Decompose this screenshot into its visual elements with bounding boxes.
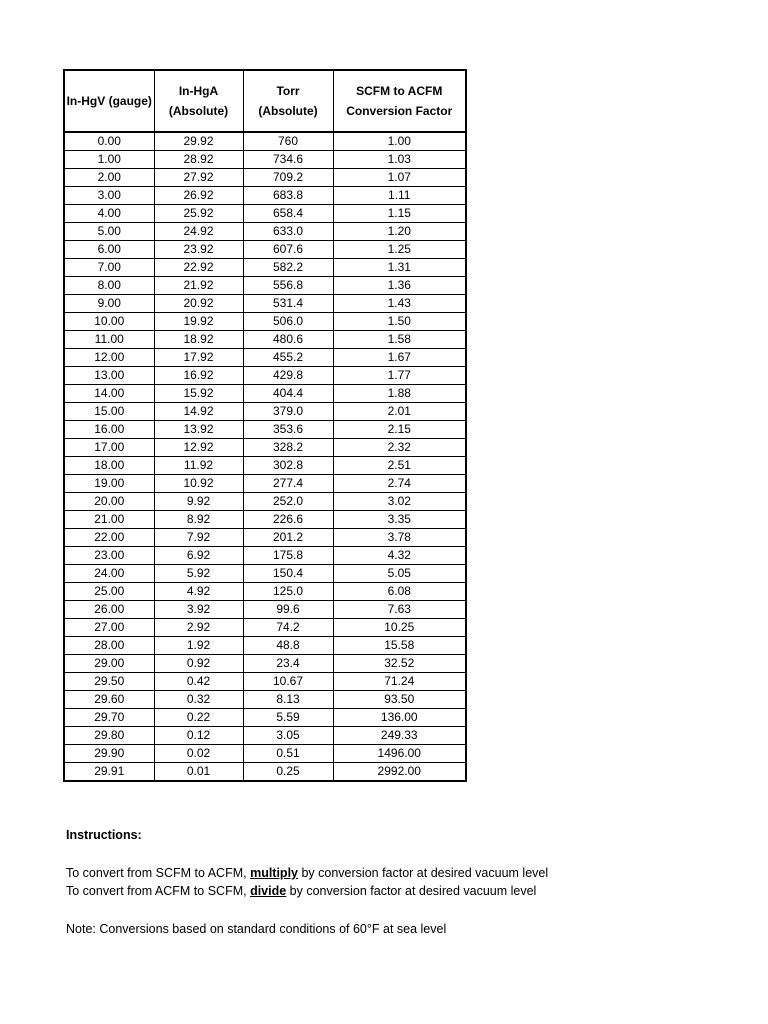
cell-torr: 302.8 (243, 457, 333, 475)
divide-emphasis: divide (250, 884, 287, 898)
cell-in-hgv: 1.00 (64, 151, 154, 169)
cell-in-hgv: 29.70 (64, 709, 154, 727)
cell-torr: 226.6 (243, 511, 333, 529)
cell-in-hgv: 11.00 (64, 331, 154, 349)
table-row (64, 475, 466, 493)
cell-torr: 277.4 (243, 475, 333, 493)
table-row (64, 403, 466, 421)
cell-conversion-factor: 4.32 (333, 547, 466, 565)
cell-in-hgv: 20.00 (64, 493, 154, 511)
cell-conversion-factor: 1.31 (333, 259, 466, 277)
cell-conversion-factor: 1.67 (333, 349, 466, 367)
cell-in-hga: 27.92 (154, 169, 243, 187)
cell-in-hgv: 18.00 (64, 457, 154, 475)
cell-in-hgv: 21.00 (64, 511, 154, 529)
cell-torr: 99.6 (243, 601, 333, 619)
cell-in-hga: 0.02 (154, 745, 243, 763)
cell-in-hga: 11.92 (154, 457, 243, 475)
cell-torr: 5.59 (243, 709, 333, 727)
cell-torr: 709.2 (243, 169, 333, 187)
table-row (64, 601, 466, 619)
cell-in-hga: 29.92 (154, 132, 243, 151)
cell-torr: 125.0 (243, 583, 333, 601)
cell-in-hga: 3.92 (154, 601, 243, 619)
cell-conversion-factor: 1496.00 (333, 745, 466, 763)
cell-in-hgv: 5.00 (64, 223, 154, 241)
cell-in-hgv: 26.00 (64, 601, 154, 619)
cell-conversion-factor: 6.08 (333, 583, 466, 601)
table-row (64, 223, 466, 241)
cell-in-hgv: 2.00 (64, 169, 154, 187)
cell-in-hgv: 24.00 (64, 565, 154, 583)
table-row (64, 349, 466, 367)
table-row (64, 385, 466, 403)
header-in-hga (154, 70, 243, 132)
cell-in-hgv: 15.00 (64, 403, 154, 421)
cell-conversion-factor: 249.33 (333, 727, 466, 745)
cell-in-hga: 5.92 (154, 565, 243, 583)
cell-in-hgv: 4.00 (64, 205, 154, 223)
table-row (64, 331, 466, 349)
cell-in-hgv: 14.00 (64, 385, 154, 403)
table-row (64, 565, 466, 583)
header-line: SCFM to ACFM (356, 84, 443, 98)
table-row (64, 241, 466, 259)
cell-torr: 74.2 (243, 619, 333, 637)
cell-conversion-factor: 10.25 (333, 619, 466, 637)
cell-conversion-factor: 3.02 (333, 493, 466, 511)
table-row (64, 205, 466, 223)
cell-in-hgv: 25.00 (64, 583, 154, 601)
table-row (64, 637, 466, 655)
instructions-heading: Instructions: (66, 828, 142, 842)
table-row (64, 132, 466, 151)
instruction-text: To convert from ACFM to SCFM, (66, 884, 251, 898)
cell-in-hga: 15.92 (154, 385, 243, 403)
header-line: Conversion Factor (346, 104, 453, 118)
instruction-line-divide (66, 882, 536, 900)
cell-in-hga: 26.92 (154, 187, 243, 205)
header-line: (Absolute) (258, 104, 318, 118)
cell-in-hga: 0.22 (154, 709, 243, 727)
cell-torr: 0.25 (243, 763, 333, 782)
cell-in-hgv: 27.00 (64, 619, 154, 637)
cell-in-hga: 2.92 (154, 619, 243, 637)
header-torr (243, 70, 333, 132)
cell-in-hga: 17.92 (154, 349, 243, 367)
cell-in-hgv: 23.00 (64, 547, 154, 565)
cell-in-hga: 0.42 (154, 673, 243, 691)
cell-in-hgv: 29.00 (64, 655, 154, 673)
header-conversion-factor (333, 70, 466, 132)
cell-in-hgv: 3.00 (64, 187, 154, 205)
cell-conversion-factor: 1.15 (333, 205, 466, 223)
cell-torr: 252.0 (243, 493, 333, 511)
cell-in-hga: 20.92 (154, 295, 243, 313)
cell-conversion-factor: 93.50 (333, 691, 466, 709)
table-row (64, 439, 466, 457)
cell-in-hgv: 8.00 (64, 277, 154, 295)
header-line: In-HgV (gauge) (66, 94, 152, 108)
cell-in-hgv: 13.00 (64, 367, 154, 385)
cell-in-hga: 16.92 (154, 367, 243, 385)
cell-conversion-factor: 1.58 (333, 331, 466, 349)
table-row (64, 673, 466, 691)
cell-in-hgv: 29.50 (64, 673, 154, 691)
cell-in-hgv: 29.91 (64, 763, 154, 782)
cell-conversion-factor: 1.07 (333, 169, 466, 187)
cell-conversion-factor: 5.05 (333, 565, 466, 583)
cell-in-hga: 0.32 (154, 691, 243, 709)
instruction-text: by conversion factor at desired vacuum level (298, 866, 549, 880)
cell-conversion-factor: 2.51 (333, 457, 466, 475)
cell-in-hgv: 16.00 (64, 421, 154, 439)
cell-in-hga: 4.92 (154, 583, 243, 601)
instruction-text: To convert from SCFM to ACFM, (66, 866, 251, 880)
cell-in-hga: 1.92 (154, 637, 243, 655)
cell-conversion-factor: 136.00 (333, 709, 466, 727)
cell-in-hgv: 6.00 (64, 241, 154, 259)
table-row (64, 745, 466, 763)
cell-conversion-factor: 2.15 (333, 421, 466, 439)
cell-in-hga: 23.92 (154, 241, 243, 259)
cell-conversion-factor: 1.03 (333, 151, 466, 169)
table-body (64, 132, 466, 781)
cell-conversion-factor: 1.20 (333, 223, 466, 241)
cell-conversion-factor: 1.43 (333, 295, 466, 313)
table-row (64, 709, 466, 727)
instruction-line-multiply (66, 864, 548, 882)
cell-conversion-factor: 2.32 (333, 439, 466, 457)
cell-torr: 531.4 (243, 295, 333, 313)
header-line: In-HgA (178, 84, 219, 98)
cell-torr: 328.2 (243, 439, 333, 457)
cell-in-hgv: 10.00 (64, 313, 154, 331)
cell-torr: 379.0 (243, 403, 333, 421)
table-row (64, 493, 466, 511)
cell-in-hga: 0.92 (154, 655, 243, 673)
cell-in-hga: 8.92 (154, 511, 243, 529)
cell-torr: 607.6 (243, 241, 333, 259)
cell-in-hga: 28.92 (154, 151, 243, 169)
cell-in-hgv: 12.00 (64, 349, 154, 367)
table-row (64, 691, 466, 709)
header-in-hgv (64, 70, 154, 132)
table-row (64, 259, 466, 277)
cell-in-hgv: 9.00 (64, 295, 154, 313)
table-row (64, 727, 466, 745)
cell-in-hga: 6.92 (154, 547, 243, 565)
cell-in-hga: 10.92 (154, 475, 243, 493)
cell-torr: 404.4 (243, 385, 333, 403)
cell-torr: 3.05 (243, 727, 333, 745)
cell-in-hgv: 7.00 (64, 259, 154, 277)
cell-in-hgv: 29.60 (64, 691, 154, 709)
table-row (64, 511, 466, 529)
cell-torr: 175.8 (243, 547, 333, 565)
cell-in-hga: 9.92 (154, 493, 243, 511)
cell-conversion-factor: 7.63 (333, 601, 466, 619)
cell-torr: 8.13 (243, 691, 333, 709)
table-row (64, 313, 466, 331)
header-line: (Absolute) (168, 104, 229, 118)
cell-conversion-factor: 2992.00 (333, 763, 466, 782)
cell-in-hga: 7.92 (154, 529, 243, 547)
cell-in-hgv: 0.00 (64, 132, 154, 151)
cell-in-hga: 21.92 (154, 277, 243, 295)
cell-in-hgv: 19.00 (64, 475, 154, 493)
cell-torr: 633.0 (243, 223, 333, 241)
cell-torr: 556.8 (243, 277, 333, 295)
cell-in-hgv: 28.00 (64, 637, 154, 655)
cell-conversion-factor: 1.36 (333, 277, 466, 295)
table-row (64, 619, 466, 637)
cell-in-hgv: 22.00 (64, 529, 154, 547)
cell-in-hga: 0.01 (154, 763, 243, 782)
cell-conversion-factor: 3.78 (333, 529, 466, 547)
table-row (64, 295, 466, 313)
cell-conversion-factor: 32.52 (333, 655, 466, 673)
cell-in-hga: 14.92 (154, 403, 243, 421)
table-row (64, 151, 466, 169)
header-row (64, 70, 466, 132)
cell-torr: 683.8 (243, 187, 333, 205)
table-row (64, 763, 466, 782)
cell-conversion-factor: 1.11 (333, 187, 466, 205)
table-row (64, 421, 466, 439)
table-row (64, 277, 466, 295)
cell-in-hga: 13.92 (154, 421, 243, 439)
cell-torr: 506.0 (243, 313, 333, 331)
table-row (64, 547, 466, 565)
cell-conversion-factor: 1.25 (333, 241, 466, 259)
cell-in-hgv: 29.80 (64, 727, 154, 745)
instruction-text: by conversion factor at desired vacuum level (286, 884, 537, 898)
cell-in-hga: 24.92 (154, 223, 243, 241)
table-row (64, 655, 466, 673)
cell-torr: 480.6 (243, 331, 333, 349)
cell-torr: 150.4 (243, 565, 333, 583)
cell-torr: 734.6 (243, 151, 333, 169)
cell-in-hga: 19.92 (154, 313, 243, 331)
cell-torr: 455.2 (243, 349, 333, 367)
cell-torr: 760 (243, 132, 333, 151)
cell-in-hgv: 29.90 (64, 745, 154, 763)
cell-torr: 0.51 (243, 745, 333, 763)
header-line: Torr (276, 84, 300, 98)
table-header (64, 70, 466, 132)
table-row (64, 457, 466, 475)
table-row (64, 187, 466, 205)
conditions-note: Note: Conversions based on standard conditions of 60°F at sea level (66, 922, 447, 936)
cell-in-hgv: 17.00 (64, 439, 154, 457)
cell-conversion-factor: 1.88 (333, 385, 466, 403)
cell-torr: 48.8 (243, 637, 333, 655)
cell-conversion-factor: 1.50 (333, 313, 466, 331)
cell-torr: 10.67 (243, 673, 333, 691)
cell-in-hga: 22.92 (154, 259, 243, 277)
cell-conversion-factor: 1.77 (333, 367, 466, 385)
cell-in-hga: 18.92 (154, 331, 243, 349)
cell-torr: 353.6 (243, 421, 333, 439)
table-row (64, 367, 466, 385)
table-row (64, 529, 466, 547)
cell-conversion-factor: 15.58 (333, 637, 466, 655)
cell-conversion-factor: 3.35 (333, 511, 466, 529)
conversion-table (63, 69, 467, 782)
table-row (64, 583, 466, 601)
cell-conversion-factor: 2.01 (333, 403, 466, 421)
cell-conversion-factor: 71.24 (333, 673, 466, 691)
cell-torr: 201.2 (243, 529, 333, 547)
table-row (64, 169, 466, 187)
cell-in-hga: 12.92 (154, 439, 243, 457)
cell-torr: 582.2 (243, 259, 333, 277)
cell-conversion-factor: 1.00 (333, 132, 466, 151)
cell-torr: 429.8 (243, 367, 333, 385)
multiply-emphasis: multiply (250, 866, 298, 880)
cell-torr: 23.4 (243, 655, 333, 673)
cell-in-hga: 0.12 (154, 727, 243, 745)
cell-conversion-factor: 2.74 (333, 475, 466, 493)
cell-torr: 658.4 (243, 205, 333, 223)
cell-in-hga: 25.92 (154, 205, 243, 223)
